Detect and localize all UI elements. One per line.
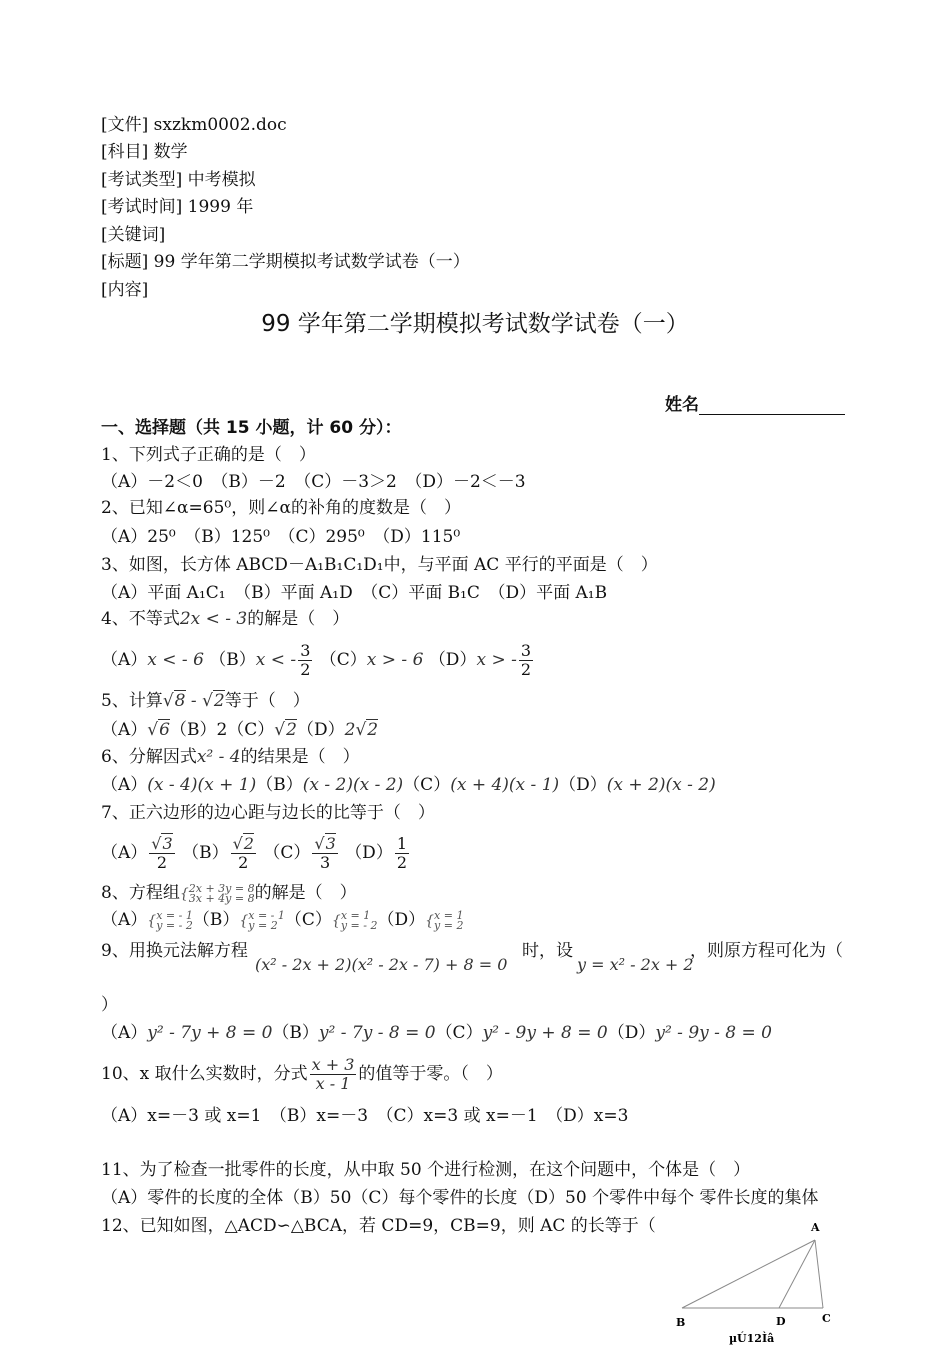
q6-option-c: (x + 4)(x - 1) xyxy=(450,775,560,795)
sol-x: x = - 1 xyxy=(248,908,285,922)
brace-icon: { xyxy=(425,913,435,929)
q8-option-b xyxy=(248,908,285,932)
q10-fraction xyxy=(310,1056,357,1093)
q8-option-d xyxy=(434,908,464,932)
q4-label-a: （A） xyxy=(101,650,148,670)
q6-option-a: (x - 4)(x + 1) xyxy=(147,775,257,795)
system-eq-1: 2x + 3y = 8 xyxy=(188,881,255,895)
name-field[interactable] xyxy=(665,390,845,415)
question-3-options: （A）平面 A₁C₁ （B）平面 A₁D （C）平面 B₁C （D）平面 A₁B xyxy=(101,583,608,603)
q8-system: {2x + 3y = 8 3x + 4y = 8 xyxy=(179,881,255,905)
side-ad xyxy=(779,1240,815,1308)
q4-label-b: （B） xyxy=(209,650,256,670)
q9-label-d: （D） xyxy=(607,1023,656,1043)
frac-num: 3 xyxy=(300,641,311,660)
q9-option-b: y² - 7y - 8 = 0 xyxy=(318,1023,436,1043)
q7-label-b: （B） xyxy=(182,843,229,863)
sol-y: y = - 2 xyxy=(340,918,378,932)
q9-label-b: （B） xyxy=(272,1023,319,1043)
q7-option-c xyxy=(312,835,337,872)
q5-radicand-a: 8 xyxy=(174,691,186,711)
question-8-stem xyxy=(101,883,357,904)
q5-option-c: 2 xyxy=(286,720,297,740)
q6-expression: x² - 4 xyxy=(196,747,241,767)
q6-label-a: （A） xyxy=(101,775,148,795)
q9-stem-c: ，则原方程可化为（ xyxy=(690,941,843,961)
frac-num: 1 xyxy=(396,834,408,853)
q7-label-d: （D） xyxy=(345,843,393,863)
question-5-stem xyxy=(101,691,310,711)
question-3-stem: 3、如图，长方体 ABCD－A₁B₁C₁D₁中，与平面 AC 平行的平面是（ ） xyxy=(101,555,658,575)
q9-stem-b: 时，设 xyxy=(522,941,573,961)
q6-option-b: (x - 2)(x - 2) xyxy=(302,775,404,795)
sol-x: x = 1 xyxy=(434,908,464,922)
q10-stem-b: 的值等于零。（ ） xyxy=(358,1064,503,1084)
meta-subject: [科目] 数学 xyxy=(101,142,188,162)
q5-label-b: （B） xyxy=(169,720,217,740)
frac-num xyxy=(231,835,256,854)
frac-num xyxy=(312,835,337,854)
q9-equation xyxy=(255,955,507,975)
sol-y: y = 2 xyxy=(248,918,278,932)
q9-equation-text: (x² - 2x + 2)(x² - 2x - 7) + 8 = 0 xyxy=(255,955,508,974)
q4-option-d: x > - xyxy=(476,650,517,670)
question-2-options: （A）25⁰ （B）125⁰ （C）295⁰ （D）115⁰ xyxy=(101,527,461,547)
frac-den: x - 1 xyxy=(315,1074,351,1093)
q9-option-d: y² - 9y - 8 = 0 xyxy=(655,1023,772,1043)
q9-substitution xyxy=(577,955,694,975)
meta-file: [文件] sxzkm0002.doc xyxy=(101,115,287,135)
question-7-options xyxy=(101,832,411,874)
question-1-options: （A）－2＜0 （B）－2 （C）－3＞2 （D）－2＜－3 xyxy=(101,472,526,492)
q9-option-a: y² - 7y + 8 = 0 xyxy=(147,1023,273,1043)
q8-label-d: （D） xyxy=(377,910,426,930)
radical-icon: √ xyxy=(147,720,159,740)
q5-stem-a: 5、计算 xyxy=(101,691,163,711)
question-10-stem xyxy=(101,1053,503,1095)
q8-option-a xyxy=(156,908,193,932)
radical-icon: √ xyxy=(355,720,367,740)
meta-heading: [标题] 99 学年第二学期模拟考试数学试卷（一） xyxy=(101,252,470,272)
frac-den: 2 xyxy=(396,853,408,872)
frac-den: 2 xyxy=(520,660,532,679)
q8-label-c: （C） xyxy=(284,910,332,930)
sol-x: x = 1 xyxy=(340,908,371,922)
q8-option-c xyxy=(340,908,378,932)
question-9-stem xyxy=(101,941,248,961)
radical-icon: √ xyxy=(314,834,325,853)
name-label: 姓名 xyxy=(665,395,699,415)
q10-stem-a: 10、x 取什么实数时，分式 xyxy=(101,1064,308,1084)
question-11-options: （A）零件的长度的全体（B）50（C）每个零件的长度（D）50 个零件中每个 零件长度的集体 xyxy=(101,1188,819,1208)
vertex-d-label: D xyxy=(776,1315,786,1328)
q5-label-d: （D） xyxy=(296,720,345,740)
question-6-stem xyxy=(101,747,360,767)
q4-label-d: （D） xyxy=(428,650,477,670)
question-6-options xyxy=(101,775,716,795)
question-11-stem: 11、为了检查一批零件的长度，从中取 50 个进行检测，在这个问题中，个体是（ ） xyxy=(101,1160,751,1180)
question-5-options xyxy=(101,720,378,740)
q4-label-c: （C） xyxy=(319,650,367,670)
meta-content: [内容] xyxy=(101,280,149,300)
name-blank[interactable] xyxy=(699,396,845,415)
question-4-options xyxy=(101,640,535,680)
q7-option-a xyxy=(149,835,174,872)
frac-den: 2 xyxy=(238,853,249,872)
sol-y: y = - 2 xyxy=(156,918,193,932)
q9-stem-a: 9、用换元法解方程 xyxy=(101,941,248,961)
triangle-figure xyxy=(675,1218,845,1348)
question-9-options xyxy=(101,1023,772,1043)
q6-label-b: （B） xyxy=(256,775,303,795)
frac-den: 2 xyxy=(300,660,311,679)
vertex-c-label: C xyxy=(822,1312,831,1325)
q4-option-b: x < - xyxy=(255,650,297,670)
side-ab xyxy=(682,1240,815,1308)
q7-option-d xyxy=(395,835,409,872)
q9-label-c: （C） xyxy=(435,1023,483,1043)
frac-num: 3 xyxy=(520,641,532,660)
radicand: 3 xyxy=(325,834,336,853)
question-10-options: （A）x=－3 或 x=1 （B）x=－3 （C）x=3 或 x=－1 （D）x=3 xyxy=(101,1106,629,1126)
question-2-stem: 2、已知∠α=65⁰，则∠α的补角的度数是（ ） xyxy=(101,498,461,518)
q4-option-a: x < - 6 xyxy=(147,650,204,670)
q7-option-b xyxy=(231,835,256,872)
sol-y: y = 2 xyxy=(434,918,464,932)
section-heading: 一、选择题（共 15 小题，计 60 分）： xyxy=(101,418,402,438)
sol-x: x = - 1 xyxy=(156,908,193,922)
q9-substitution-text: y = x² - 2x + 2 xyxy=(577,955,694,974)
q6-label-d: （D） xyxy=(559,775,607,795)
radicand: 3 xyxy=(162,834,173,853)
q5-option-d-rad: 2 xyxy=(367,720,379,740)
question-7-stem: 7、正六边形的边心距与边长的比等于（ ） xyxy=(101,803,435,823)
q4-inequality: 2x < - 3 xyxy=(179,609,248,629)
frac-num xyxy=(149,835,174,854)
q5-radical-symbol: √ xyxy=(202,691,213,711)
meta-exam-type: [考试类型] 中考模拟 xyxy=(101,170,256,190)
q5-option-b: 2 xyxy=(216,720,228,740)
q8-label-b: （B） xyxy=(192,910,240,930)
question-1-stem: 1、下列式子正确的是（ ） xyxy=(101,445,316,465)
question-4-stem xyxy=(101,609,349,629)
q6-option-d: (x + 2)(x - 2) xyxy=(606,775,716,795)
vertex-a-label: A xyxy=(811,1221,820,1234)
q4-stem-a: 4、不等式 xyxy=(101,609,180,629)
q6-stem-b: 的结果是（ ） xyxy=(240,747,360,767)
meta-keywords: [关键词] xyxy=(101,225,166,245)
page-title: 99 学年第二学期模拟考试数学试卷（一） xyxy=(261,311,689,337)
side-ac xyxy=(815,1240,823,1308)
q7-label-a: （A） xyxy=(101,843,148,863)
q5-option-d-coef: 2 xyxy=(344,720,356,740)
meta-exam-time: [考试时间] 1999 年 xyxy=(101,197,254,217)
q6-stem-a: 6、分解因式 xyxy=(101,747,197,767)
q8-label-a: （A） xyxy=(101,910,148,930)
q8-stem-b: 的解是（ ） xyxy=(254,883,357,903)
q5-radicand-b: 2 xyxy=(213,691,225,711)
q5-radical-symbol: √ xyxy=(162,691,174,711)
q4-option-d-frac xyxy=(519,642,533,679)
brace-icon: { xyxy=(239,913,249,929)
q6-label-c: （C） xyxy=(403,775,451,795)
radicand: 2 xyxy=(243,834,254,853)
q4-option-b-frac xyxy=(298,642,312,679)
q9-close: ） xyxy=(101,995,118,1015)
q7-label-c: （C） xyxy=(263,843,311,863)
q5-minus: - xyxy=(185,691,203,711)
q8-stem-a: 8、方程组 xyxy=(101,883,180,903)
frac-den: 3 xyxy=(319,853,331,872)
radical-icon: √ xyxy=(274,720,286,740)
q5-label-c: （C） xyxy=(227,720,275,740)
q5-stem-b: 等于（ ） xyxy=(224,691,310,711)
q5-option-a: 6 xyxy=(159,720,170,740)
figure-caption: µÚ12Ìâ xyxy=(729,1332,775,1345)
q9-option-c: y² - 9y + 8 = 0 xyxy=(482,1023,608,1043)
question-8-options xyxy=(101,910,463,931)
system-eq-2: 3x + 4y = 8 xyxy=(188,891,255,905)
radical-icon: √ xyxy=(232,834,243,853)
q4-stem-b: 的解是（ ） xyxy=(247,609,350,629)
frac-num: x + 3 xyxy=(311,1055,355,1074)
q4-option-c: x > - 6 xyxy=(366,650,424,670)
radical-icon: √ xyxy=(151,834,162,853)
question-12-stem: 12、已知如图，△ACD∽△BCA，若 CD=9，CB=9，则 AC 的长等于（ xyxy=(101,1216,656,1236)
brace-icon: { xyxy=(331,913,341,929)
q9-label-a: （A） xyxy=(101,1023,148,1043)
q5-label-a: （A） xyxy=(101,720,148,740)
brace-icon: { xyxy=(147,913,157,929)
vertex-b-label: B xyxy=(676,1316,686,1329)
frac-den: 2 xyxy=(156,853,168,872)
